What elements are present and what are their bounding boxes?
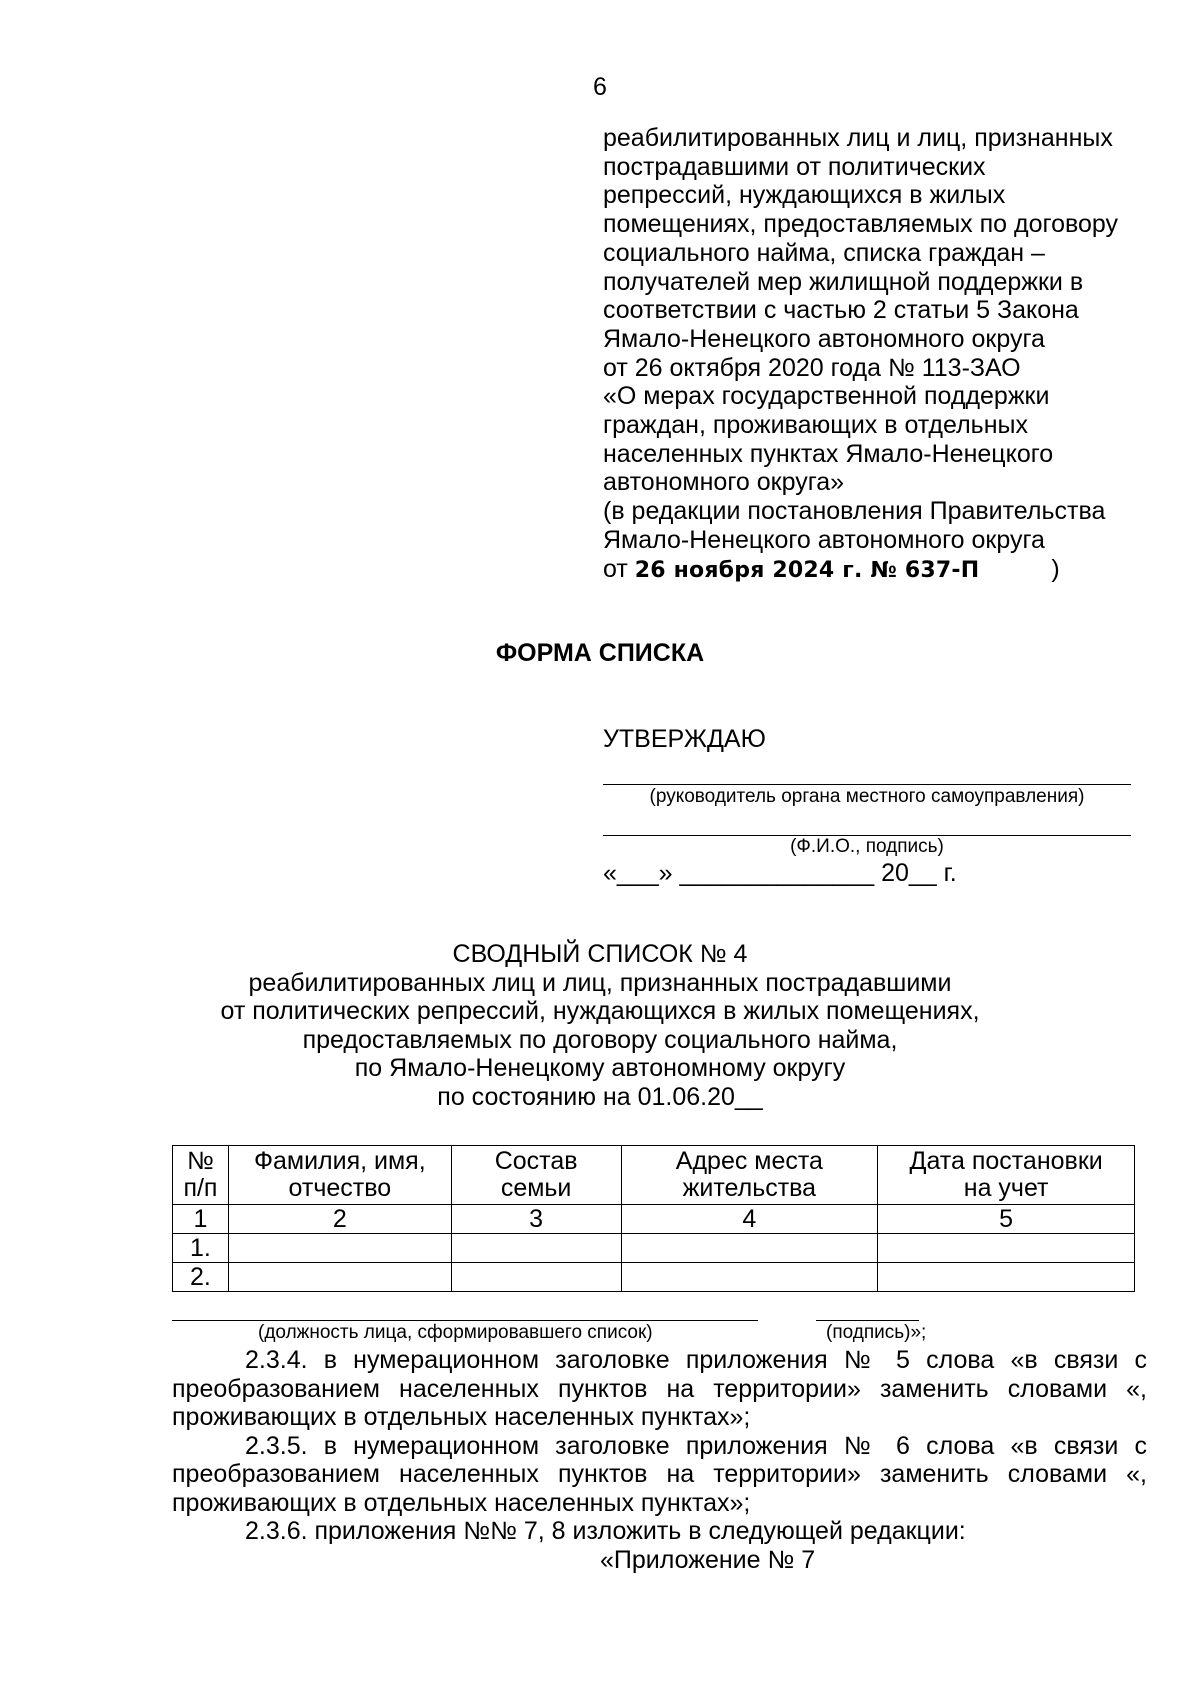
table-cell [228,1263,451,1292]
table-cell [621,1234,878,1263]
amendment-reference: 26 ноября 2024 г. № 637-П [634,557,980,583]
summary-line: реабилитированных лиц и лиц, признанных пострадавшими [248,968,952,997]
paragraph-2-3-6: 2.3.6. приложения №№ 7, 8 изложить в следующей редакции: [245,1517,966,1545]
table-row [173,1263,1135,1292]
table-cell [451,1234,621,1263]
head-signature-line [603,784,1131,785]
table-cell: 5 [878,1205,1135,1234]
table-row [173,1234,1135,1263]
approval-word: УТВЕРЖДАЮ [603,725,766,753]
header-line: автономного округа» [603,468,845,497]
form-title: ФОРМА СПИСКА [495,639,705,667]
header-line: Ямало-Ненецкого автономного округа [603,324,1045,353]
header-line: помещениях, предоставляемых по договору [603,210,1119,239]
head-caption: (руководитель органа местного самоуправления) [649,786,1085,807]
header-cell-registration-date: Дата постановки на учет [878,1146,1135,1205]
header-line: получателей мер жилищной поддержки в [603,267,1084,296]
approval-date-line: «___» ______________ 20__ г. [603,859,957,887]
table-cell: 2. [173,1263,229,1292]
header-cell-full-name: Фамилия, имя, отчество [228,1146,451,1205]
table-cell: 1 [173,1205,229,1234]
table-header-row [173,1146,1135,1205]
header-line: реабилитированных лиц и лиц, признанных [603,124,1113,152]
table-cell [621,1263,878,1292]
header-line: (в редакции постановления Правительства [603,497,1106,526]
table-cell: 4 [621,1205,878,1234]
header-line: соответствии с частью 2 статьи 5 Закона [603,296,1079,325]
paragraph-2-3-4: 2.3.4. в нумерационном заголовке приложения № 5 слова «в связи с преобразованием населенных пунктов на территории» заменить словами «, проживающих в отдельных населенных пунктах»; [172,1346,1147,1431]
amendment-line [603,555,1163,586]
appendix-7-heading: «Приложение № 7 [600,1545,816,1574]
amendment-prefix: от [603,554,628,583]
header-cell-address: Адрес места жительства [621,1146,878,1205]
table-cell [228,1234,451,1263]
table-row [173,1205,1135,1234]
header-line: от 26 октября 2020 года № 113-ЗАО [603,353,1021,382]
summary-line: от политических репрессий, нуждающихся в жилых помещениях, [220,997,980,1025]
summary-line: по состоянию на 01.06.20__ [437,1082,763,1111]
header-line: Ямало-Ненецкого автономного округа [603,525,1045,554]
position-caption: (должность лица, сформировавшего список) [258,1322,653,1343]
appendix-header [603,124,1163,585]
table-cell [451,1263,621,1292]
summary-line: предоставляемых по договору социального найма, [302,1025,898,1054]
header-line: социального найма, списка граждан – [603,238,1045,267]
header-line: граждан, проживающих в отдельных [603,411,1028,440]
header-line: «О мерах государственной поддержки [603,382,1050,411]
summary-title: СВОДНЫЙ СПИСОК № 4 [452,940,748,968]
signature-line [816,1320,919,1321]
header-line: пострадавшими от политических [603,152,986,181]
name-caption: (Ф.И.О., подпись) [790,836,944,857]
signature-caption: (подпись)»; [826,1322,927,1343]
header-cell-number: № п/п [173,1146,229,1205]
table-cell: 2 [228,1205,451,1234]
summary-heading [0,940,1200,1111]
page-number: 6 [593,73,607,101]
header-line: населенных пунктах Ямало-Ненецкого [603,439,1054,468]
summary-list-table [172,1145,1135,1292]
table-cell [878,1263,1135,1292]
position-signature-line [172,1320,758,1321]
table-cell: 3 [451,1205,621,1234]
amendment-text [172,1346,1147,1574]
paragraph-2-3-5: 2.3.5. в нумерационном заголовке приложения № 6 слова «в связи с преобразованием населенных пунктов на территории» заменить словами «, проживающих в отдельных населенных пунктах»; [172,1431,1147,1517]
amendment-suffix: ) [1051,554,1060,583]
summary-line: по Ямало-Ненецкому автономному округу [354,1054,846,1082]
header-line: репрессий, нуждающихся в жилых [603,181,1006,210]
table-cell: 1. [173,1234,229,1263]
table-cell [878,1234,1135,1263]
header-cell-family: Состав семьи [451,1146,621,1205]
